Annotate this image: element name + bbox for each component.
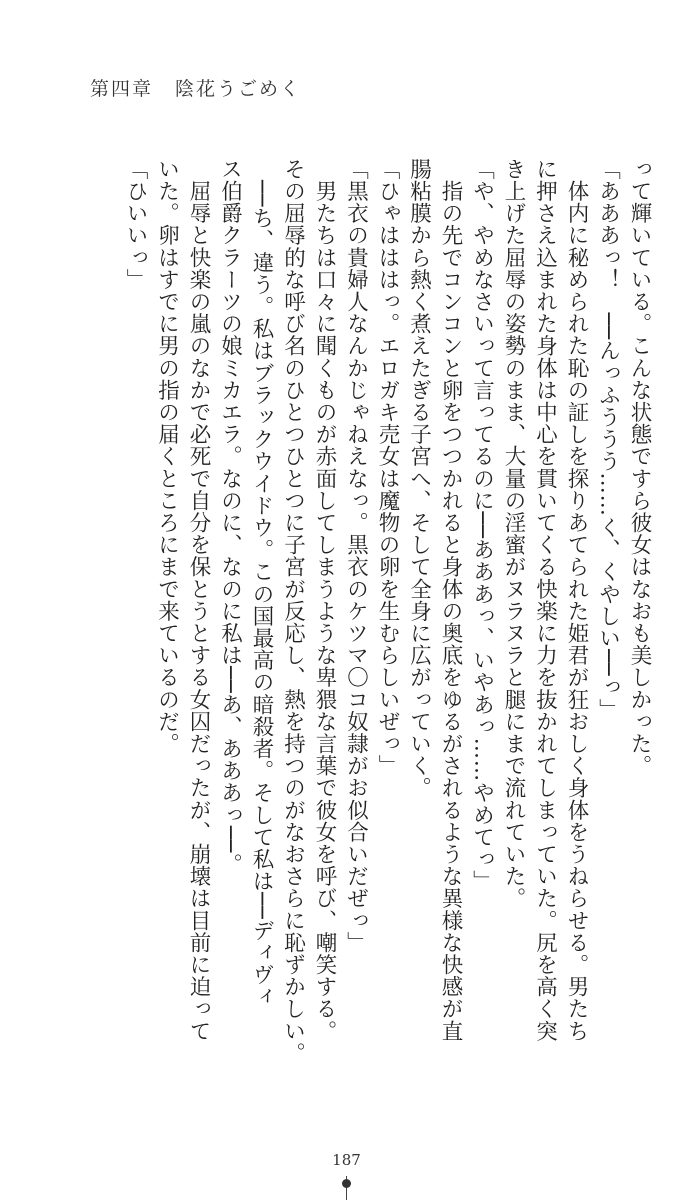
text-line: いた。卵はすでに男の指の届くところにまで来ているのだ。 bbox=[154, 158, 180, 755]
text-line: 腸粘膜から熱く煮えたぎる子宮へ、そして全身に広がっていく。 bbox=[406, 158, 432, 799]
text-line: ──ち、違う。私はブラックウイドウ。この国最高の暗殺者。そして私は──ディヴィ bbox=[249, 158, 274, 1008]
running-header bbox=[90, 74, 301, 101]
chapter-title: 陰花うごめく bbox=[175, 78, 302, 100]
text-line: 指の先でコンコンと卵をつつかれると身体の奥底をゆるがされるような異様な快感が直 bbox=[438, 158, 463, 1042]
text-line: 屈辱と快楽の嵐のなかで必死で自分を保とうとする女囚だったが、崩壊は目前に迫って bbox=[186, 158, 211, 1042]
page-number: 187 bbox=[332, 1151, 361, 1169]
chapter-label: 第四章 bbox=[90, 78, 154, 100]
text-line: 「ひいいっ」 bbox=[123, 158, 148, 291]
text-line: 「や、やめなさいって言ってるのに──あああっ、いやあっ……やめてっ」 bbox=[469, 158, 495, 893]
text-line: って輝いている。こんな状態ですら彼女はなおも美しかった。 bbox=[627, 158, 652, 777]
bullet-icon bbox=[342, 1179, 351, 1188]
text-line: 「あああっ！ ──んっふううう……く、くやしい──っ」 bbox=[595, 158, 621, 721]
text-line: その屈辱的な呼び名のひとつひとつに子宮が反応し、熱を持つのがなおさらに恥ずかしい。 bbox=[280, 158, 306, 1065]
text-line: に押さえ込まれた身体は中心を貫いてくる快楽に力を抜かれてしまっていた。尻を高く突 bbox=[532, 158, 558, 1042]
page-ornament bbox=[346, 1176, 347, 1200]
text-line: 「黒衣の貴婦人なんかじゃねえなっ。黒衣のケツマ〇コ奴隷がお似合いだぜっ」 bbox=[343, 158, 369, 954]
text-line: き上げた屈辱の姿勢のまま、大量の淫蜜がヌラヌラと腿にまで流れていた。 bbox=[501, 158, 526, 910]
text-line: 体内に秘められた恥の証しを探りあてられた姫君が狂おしく身体をうねらせる。男たち bbox=[564, 158, 589, 1042]
text-line: 男たちは口々に聞くものが赤面してしまうような卑猥な言葉で彼女を呼び、嘲笑する。 bbox=[312, 158, 337, 1042]
text-line: ス伯爵クラーツの娘ミカエラ。なのに、なのに私は──あ、あああっ──。 bbox=[217, 158, 243, 876]
vertical-text-block bbox=[78, 158, 652, 1103]
text-line: 「ひゃはははっ。エロガキ売女は魔物の卵を生むらしいぜっ」 bbox=[375, 158, 400, 777]
